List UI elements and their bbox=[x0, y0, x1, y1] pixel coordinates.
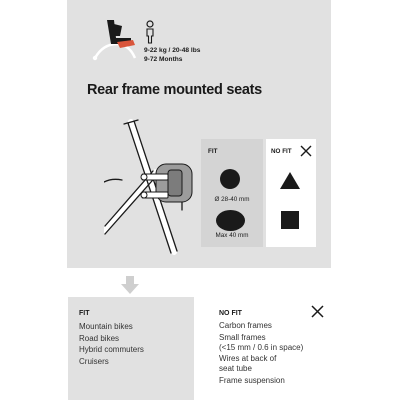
list-item: Cruisers bbox=[79, 356, 109, 366]
oval-tube-icon bbox=[216, 210, 245, 231]
list-item-line: Wires at back of bbox=[219, 354, 277, 364]
fit-list-heading: FIT bbox=[79, 310, 90, 317]
list-item: Hybrid commuters bbox=[79, 345, 144, 354]
fit-tube-shapes bbox=[201, 139, 263, 247]
nofit-tube-shapes bbox=[266, 139, 316, 247]
section-title: Rear frame mounted seats bbox=[87, 82, 262, 98]
child-icon bbox=[144, 20, 156, 44]
cross-icon bbox=[300, 145, 312, 157]
age-range: 9-72 Months bbox=[144, 55, 183, 63]
list-item: Carbon frames bbox=[219, 321, 272, 330]
list-item-line: (<15 mm / 0.6 in space) bbox=[219, 342, 304, 352]
fit-heading: FIT bbox=[208, 148, 218, 155]
bike-frame-illustration bbox=[104, 112, 204, 260]
oval-tube-label: Max 40 mm bbox=[215, 232, 249, 239]
nofit-bike-list bbox=[219, 321, 303, 387]
list-item: Road bikes bbox=[79, 333, 120, 343]
square-tube-icon bbox=[281, 211, 299, 229]
list-item: Frame suspension bbox=[219, 375, 285, 385]
nofit-heading: NO FIT bbox=[271, 148, 292, 155]
round-tube-label: Ø 28-40 mm bbox=[214, 196, 250, 203]
round-tube-icon bbox=[220, 169, 240, 189]
specs bbox=[144, 47, 200, 64]
arrow-down-icon bbox=[121, 276, 139, 294]
nofit-bike-list-panel bbox=[206, 297, 332, 400]
nofit-list-heading: NO FIT bbox=[219, 310, 242, 317]
fit-bike-list-panel bbox=[68, 297, 194, 400]
list-item bbox=[219, 354, 303, 374]
list-item: Mountain bikes bbox=[79, 322, 133, 331]
list-item bbox=[219, 333, 303, 353]
fit-bike-list bbox=[79, 321, 144, 367]
weight-range: 9-22 kg / 20-48 lbs bbox=[144, 47, 201, 54]
cross-icon bbox=[311, 305, 324, 318]
triangle-tube-icon bbox=[280, 172, 300, 189]
list-item-line: seat tube bbox=[219, 364, 252, 374]
top-panel bbox=[67, 0, 331, 268]
child-seat-icon bbox=[87, 14, 139, 66]
list-item-line: Small frames bbox=[219, 332, 266, 342]
